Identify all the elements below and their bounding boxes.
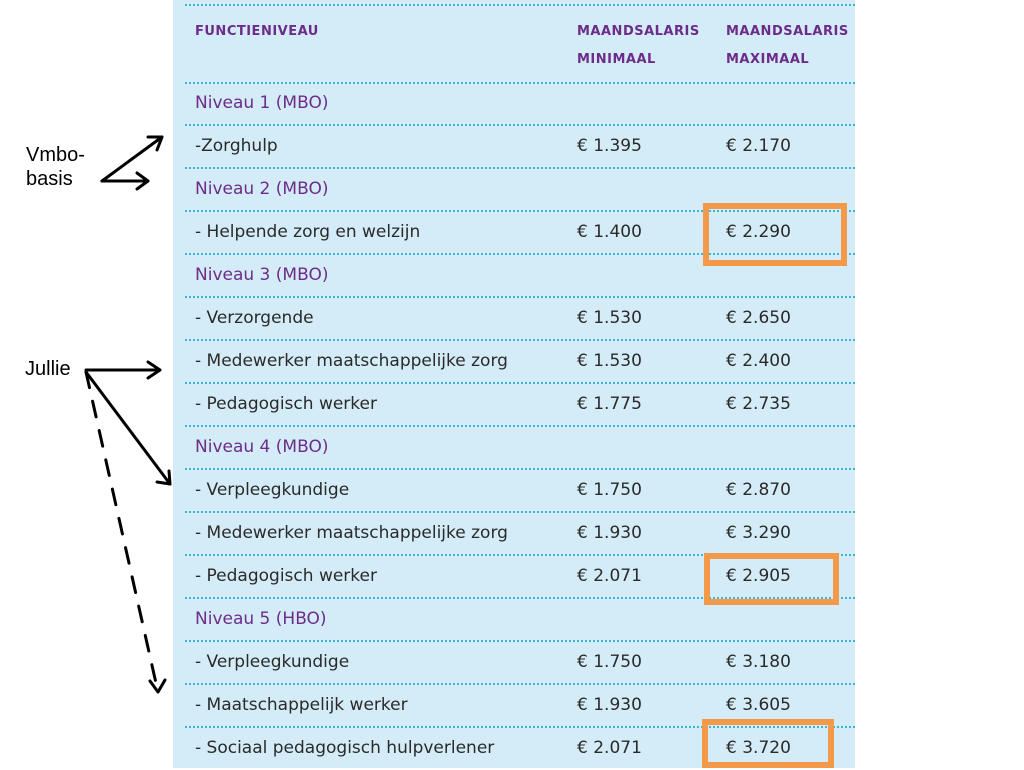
row-max-salary: € 3.605 [726,695,791,715]
row-max-salary: € 2.870 [726,480,791,500]
row-label: - Maatschappelijk werker [195,695,408,715]
row-label: - Helpende zorg en welzijn [195,222,421,242]
row-label: - Verzorgende [195,308,314,328]
row-label: - Medewerker maatschappelijke zorg [195,351,508,371]
row-max-salary: € 3.290 [726,523,791,543]
row-label: Niveau 1 (MBO) [195,93,329,113]
row-min-salary: € 1.930 [577,695,642,715]
row-label: Niveau 5 (HBO) [195,609,327,629]
row-label: - Pedagogisch werker [195,394,377,414]
arrow-to-verpleegkundige-n4 [86,372,170,484]
row-max-salary: € 2.290 [726,222,791,242]
row-label: - Verpleegkundige [195,480,350,500]
row-min-salary: € 1.395 [577,136,642,156]
row-max-salary: € 3.180 [726,652,791,672]
row-label: Niveau 4 (MBO) [195,437,329,457]
vmbo-label-line2: basis [26,168,73,190]
row-label: -Zorghulp [195,136,278,156]
header-col2-line2: MINIMAAL [577,52,656,67]
vmbo-label-line1: Vmbo- [26,144,85,166]
row-label: - Verpleegkundige [195,652,350,672]
row-max-salary: € 2.735 [726,394,791,414]
header-col3-line1: MAANDSALARIS [726,24,849,39]
row-min-salary: € 1.750 [577,652,642,672]
row-max-salary: € 2.650 [726,308,791,328]
row-min-salary: € 2.071 [577,738,642,758]
row-max-salary: € 3.720 [726,738,791,758]
row-min-salary: € 1.930 [577,523,642,543]
header-col2-line1: MAANDSALARIS [577,24,700,39]
row-label: - Sociaal pedagogisch hulpverlener [195,738,495,758]
row-max-salary: € 2.400 [726,351,791,371]
row-min-salary: € 1.750 [577,480,642,500]
row-min-salary: € 1.400 [577,222,642,242]
row-label: - Pedagogisch werker [195,566,377,586]
row-min-salary: € 2.071 [577,566,642,586]
arrow-to-medewerker-n3 [86,362,160,378]
row-min-salary: € 1.775 [577,394,642,414]
jullie-annotation: Jullie [25,358,71,380]
row-label: - Medewerker maatschappelijke zorg [195,523,508,543]
row-max-salary: € 2.905 [726,566,791,586]
header-col1-label: FUNCTIENIVEAU [195,24,319,39]
row-label: Niveau 2 (MBO) [195,179,329,199]
row-min-salary: € 1.530 [577,308,642,328]
dashed-arrow-head [150,680,165,692]
arrow-to-zorghulp [102,137,162,181]
header-col3-line2: MAXIMAAL [726,52,810,67]
row-max-salary: € 2.170 [726,136,791,156]
row-min-salary: € 1.530 [577,351,642,371]
row-label: Niveau 3 (MBO) [195,265,329,285]
